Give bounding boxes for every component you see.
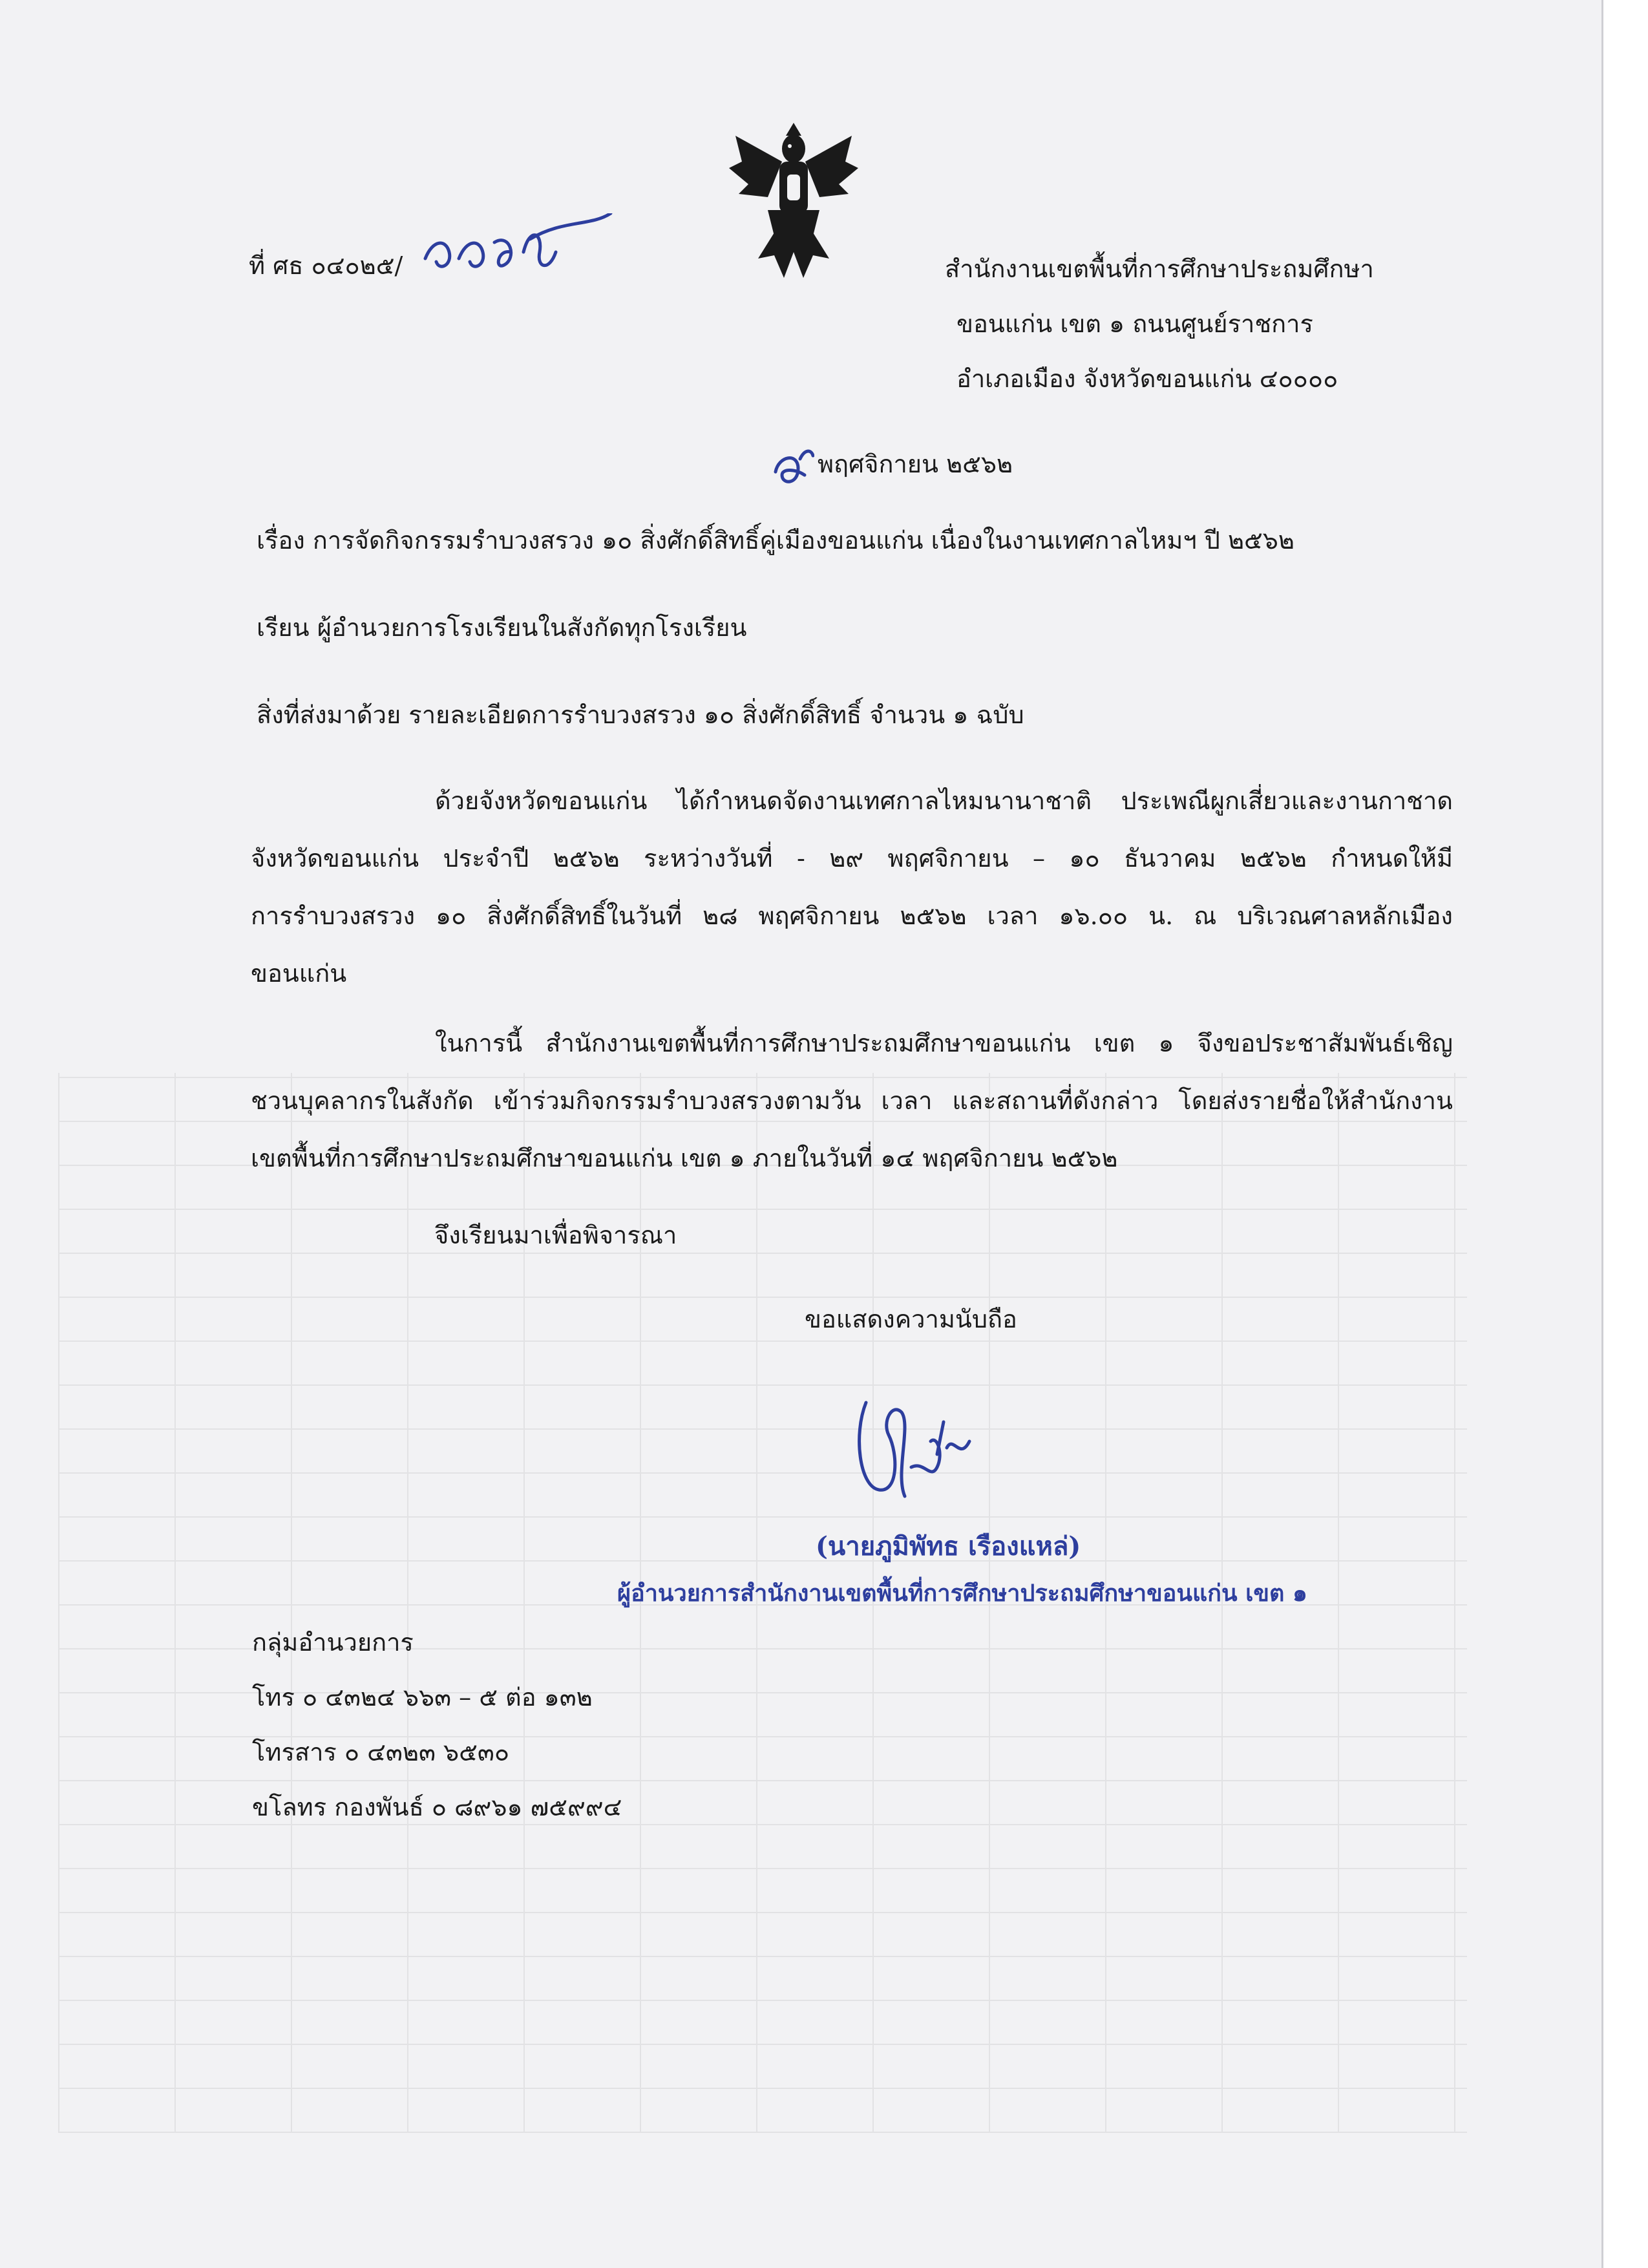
salutation: ขอแสดงความนับถือ [805, 1305, 1017, 1333]
handwritten-signature [840, 1377, 1008, 1519]
contact-department: กลุ่มอำนวยการ [252, 1628, 414, 1657]
contact-fax: โทรสาร ๐ ๔๓๒๓ ๖๕๓๐ [252, 1738, 510, 1766]
closing-request: จึงเรียนมาเพื่อพิจารณา [434, 1221, 677, 1249]
signer-title: ผู้อำนวยการสำนักงานเขตพื้นที่การศึกษาประถมศึกษาขอนแก่น เขต ๑ [617, 1580, 1307, 1607]
body-paragraph-2 [251, 1015, 1453, 1187]
body-paragraph-1 [251, 772, 1453, 1002]
paragraph-1-line-4: ขอนแก่น [251, 959, 347, 988]
paragraph-1-line-2: จังหวัดขอนแก่น ประจำปี ๒๕๖๒ ระหว่างวันที่ - ๒๙ พฤศจิกายน – ๑๐ ธันวาคม ๒๕๖๒ กำหนดให้มี [251, 844, 1453, 873]
contact-phone: โทร ๐ ๔๓๒๔ ๖๖๓ – ๕ ต่อ ๑๓๒ [252, 1683, 593, 1712]
paragraph-1-line-1: ด้วยจังหวัดขอนแก่น ได้กำหนดจัดงานเทศกาลไหมนานาชาติ ประเพณีผูกเสี่ยวและงานกาชาด [435, 787, 1453, 815]
paragraph-1-line-3: การรำบวงสรวง ๑๐ สิ่งศักดิ์สิทธิ์ในวันที่ ๒๘ พฤศจิกายน ๒๕๖๒ เวลา ๑๖.๐๐ น. ณ บริเวณศาลหลักเมือง [251, 902, 1453, 930]
paragraph-2-line-1: ในการนี้ สำนักงานเขตพื้นที่การศึกษาประถมศึกษาขอนแก่น เขต ๑ จึงขอประชาสัมพันธ์เชิญ [435, 1029, 1453, 1057]
letter-enclosure: สิ่งที่ส่งมาด้วย รายละเอียดการรำบวงสรวง ๑๐ สิ่งศักดิ์สิทธิ์ จำนวน ๑ ฉบับ [257, 701, 1024, 729]
paragraph-2-line-2: ชวนบุคลากรในสังกัด เข้าร่วมกิจกรรมรำบวงสรวงตามวัน เวลา และสถานที่ดังกล่าว โดยส่งรายชื่อให้สำนักงาน [251, 1086, 1453, 1115]
scan-edge [1601, 0, 1648, 2268]
date-day-handwritten [769, 446, 814, 494]
letter-subject: เรื่อง การจัดกิจกรรมรำบวงสรวง ๑๐ สิ่งศักดิ์สิทธิ์คู่เมืองขอนแก่น เนื่องในงานเทศกาลไหมฯ ปี ๒๕๖๒ [257, 526, 1294, 555]
reference-number [249, 252, 403, 281]
paragraph-2-line-3: เขตพื้นที่การศึกษาประถมศึกษาขอนแก่น เขต ๑ ภายในวันที่ ๑๔ พฤศจิกายน ๒๕๖๒ [251, 1144, 1118, 1172]
org-address-line-3: อำเภอเมือง จังหวัดขอนแก่น ๔๐๐๐๐ [956, 365, 1338, 393]
org-address-line-1: สำนักงานเขตพื้นที่การศึกษาประถมศึกษา [945, 255, 1374, 283]
garuda-emblem-icon [723, 123, 865, 281]
letter-date: พฤศจิกายน ๒๕๖๒ [818, 450, 1013, 478]
reference-number-handwritten [420, 213, 614, 287]
reference-number-label: ที่ ศธ ๐๔๐๒๕/ [249, 251, 403, 280]
letter-recipient: เรียน ผู้อำนวยการโรงเรียนในสังกัดทุกโรงเรียน [257, 613, 747, 642]
signer-name: (นายภูมิพัทธ เรืองแหล่) [816, 1531, 1081, 1562]
org-address-line-2: ขอนแก่น เขต ๑ ถนนศูนย์ราชการ [956, 310, 1313, 338]
contact-mobile: ขโลทร กองพันธ์ ๐ ๘๙๖๑ ๗๕๙๙๔ [252, 1793, 622, 1821]
